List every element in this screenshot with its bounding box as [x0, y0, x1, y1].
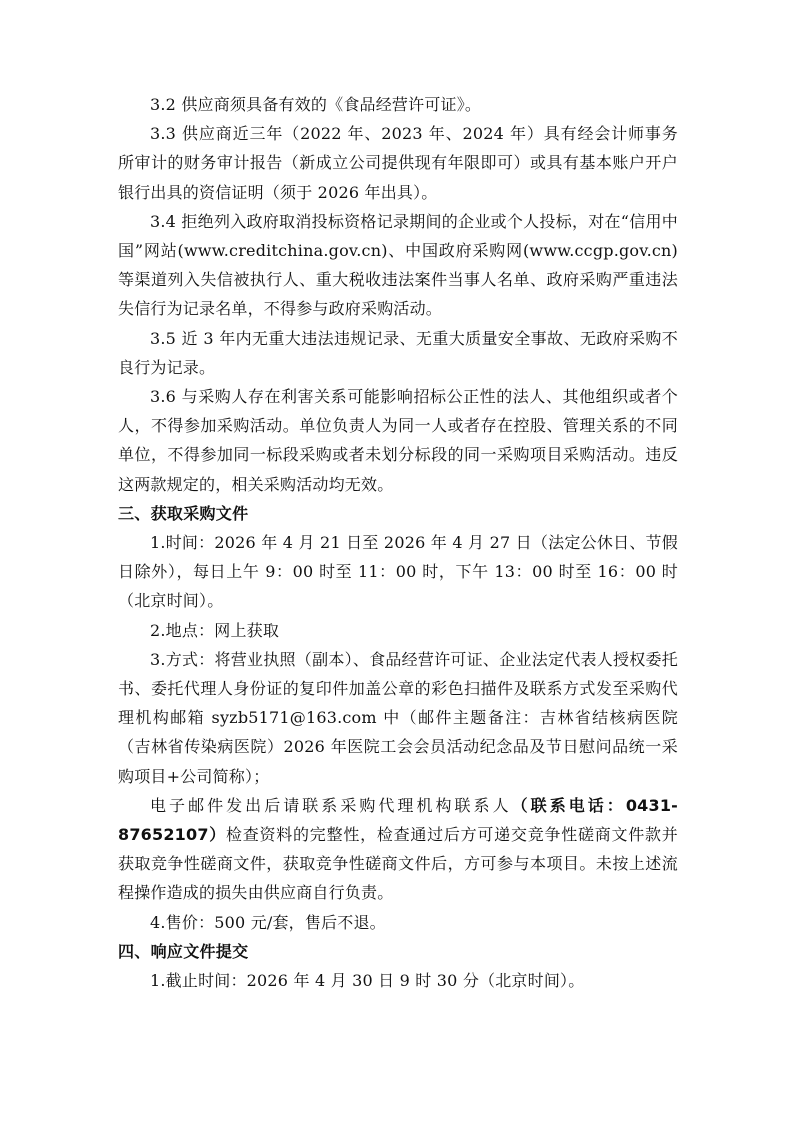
- submission-deadline: 1.截止时间：2026 年 4 月 30 日 9 时 30 分（北京时间）。: [150, 971, 585, 991]
- clause-3-2: 3.2 供应商须具备有效的《食品经营许可证》。: [150, 95, 482, 114]
- clause-3-5: 3.5 近 3 年内无重大违法违规记录、无重大质量安全事故、无政府采购不良行为记录。: [118, 328, 678, 377]
- document-body: [118, 90, 678, 995]
- email-instructions: [118, 791, 678, 908]
- acquire-time: 1.时间：2026 年 4 月 21 日至 2026 年 4 月 27 日（法定公休日、节假日除外），每日上午 9：00 时至 11：00 时，下午 13：00 时至 16：00 时（北京时间）。: [118, 533, 678, 611]
- email-instructions-lead: 电子邮件发出后请联系采购代理机构联系人: [150, 795, 512, 815]
- section-heading-3: 三、获取采购文件: [118, 503, 249, 523]
- email-instructions-rest: 检查资料的完整性，检查通过后方可递交竞争性磋商文件款并获取竞争性磋商文件，获取竞争性磋商文件后，方可参与本项目。未按上述流程操作造成的损失由供应商自行负责。: [118, 825, 678, 903]
- section-heading-4: 四、响应文件提交: [118, 941, 249, 961]
- clause-3-4: 3.4 拒绝列入政府取消投标资格记录期间的企业或个人投标，对在“信用中国”网站(www.creditchina.gov.cn)、中国政府采购网(www.ccgp.gov.cn)等渠道列入失信被执行人、重大税收违法案件当事人名单、政府采购严重违法失信行为记录名单，不得参与政府采购活动。: [118, 211, 678, 319]
- contact-phone: （联系电话：0431-87652107）: [118, 795, 678, 845]
- acquire-method: 3.方式：将营业执照（副本）、食品经营许可证、企业法定代表人授权委托书、委托代理人身份证的复印件加盖公章的彩色扫描件及联系方式发至采购代理机构邮箱 syzb5171@163.com 中（邮件主题备注：吉林省结核病医院（吉林省传染病医院）2026 年医院工会会员活动纪念品及节日慰问品统一采购项目+公司简称）；: [118, 649, 678, 786]
- document-price: 4.售价：500 元/套，售后不退。: [150, 912, 386, 932]
- clause-3-3: 3.3 供应商近三年（2022 年、2023 年、2024 年）具有经会计师事务所审计的财务审计报告（新成立公司提供现有年限即可）或具有基本账户开户银行出具的资信证明（须于 2026 年出具）。: [118, 124, 678, 202]
- clause-3-6: 3.6 与采购人存在利害关系可能影响招标公正性的法人、其他组织或者个人，不得参加采购活动。单位负责人为同一人或者存在控股、管理关系的不同单位，不得参加同一标段采购或者未划分标段的同一采购项目采购活动。违反这两款规定的，相关采购活动均无效。: [118, 387, 678, 494]
- acquire-place: 2.地点：网上获取: [150, 620, 280, 640]
